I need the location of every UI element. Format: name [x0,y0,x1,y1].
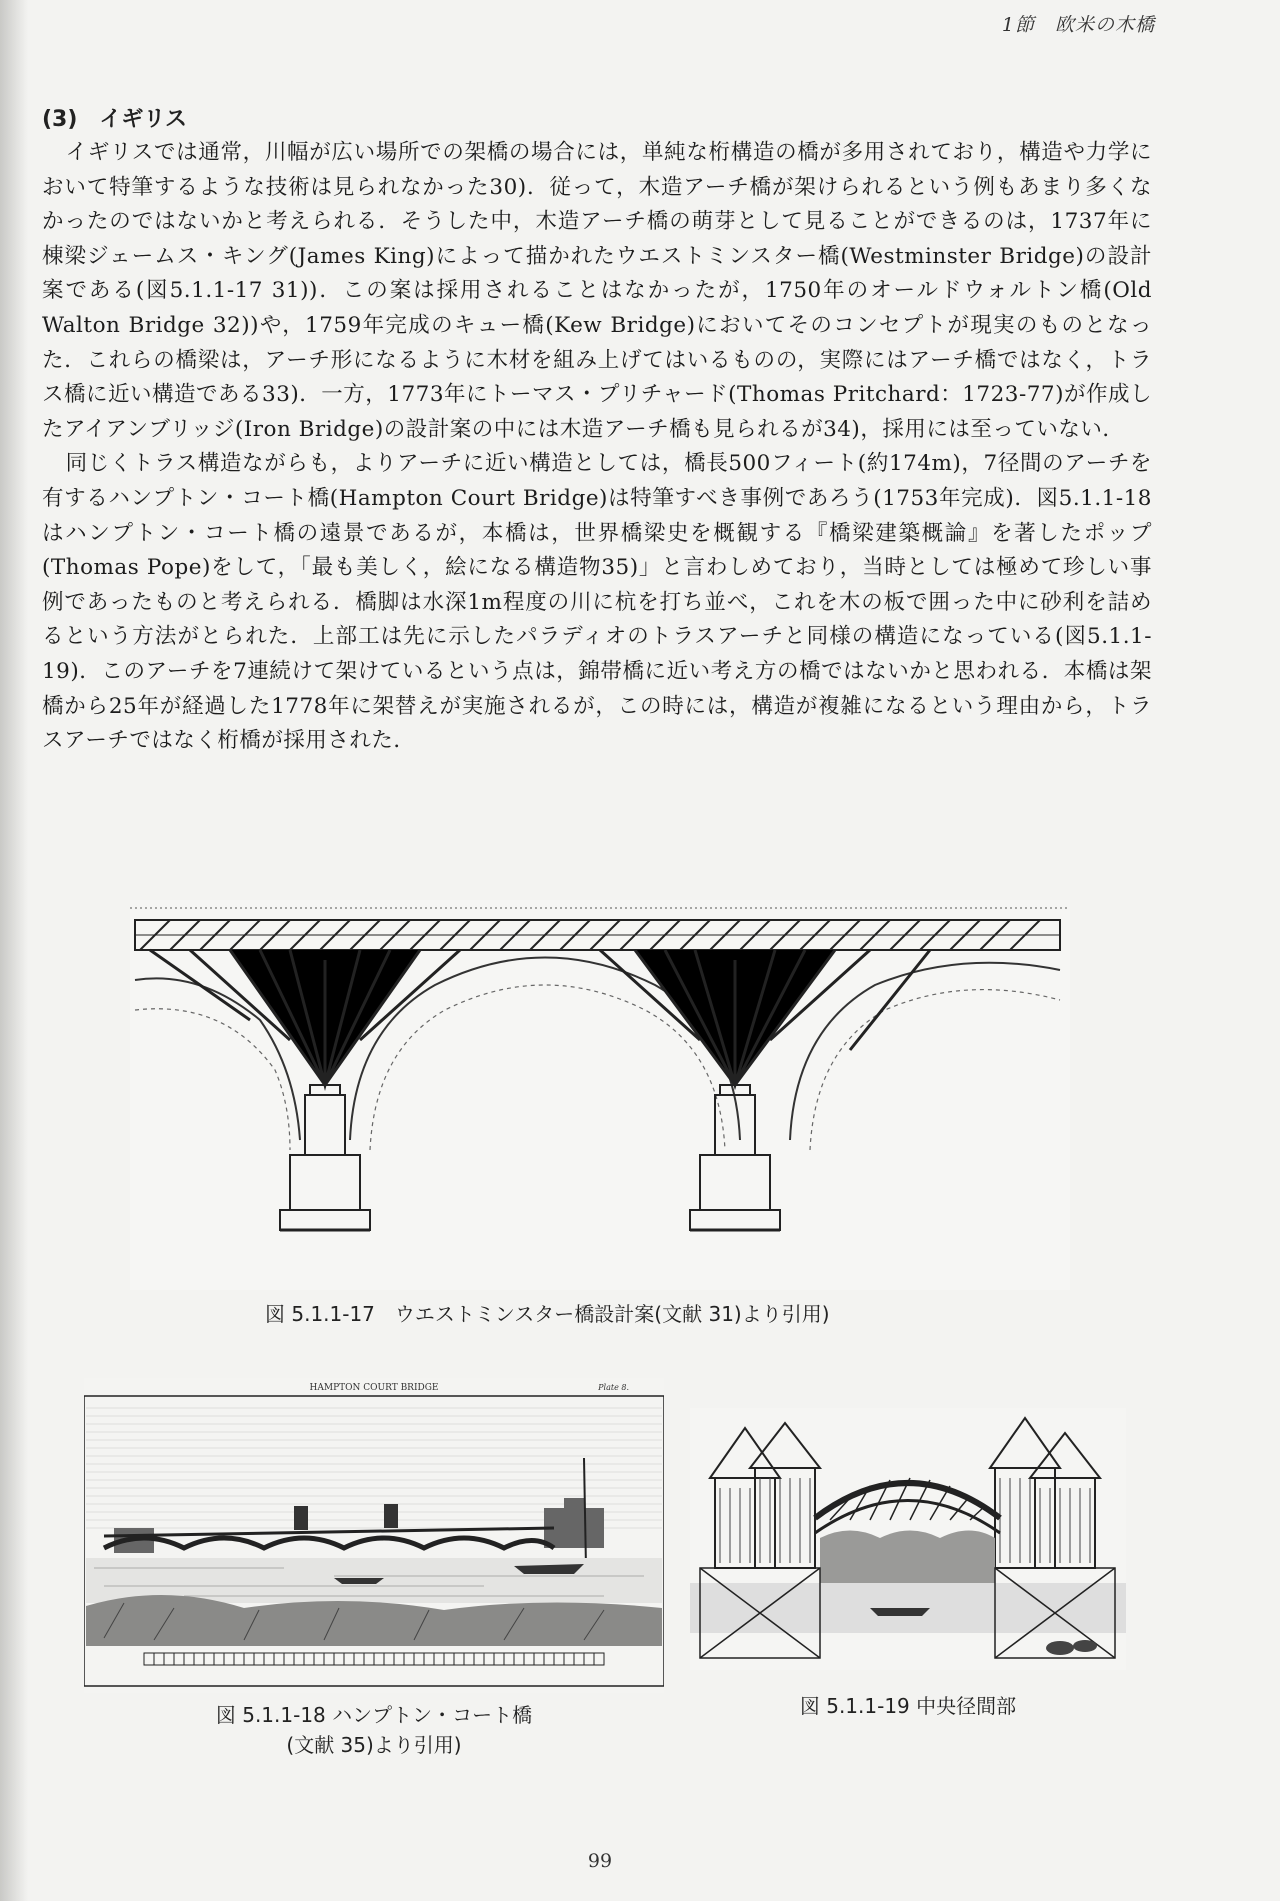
engraving-title: HAMPTON COURT BRIDGE [309,1383,439,1393]
page-number: 99 [587,1850,613,1872]
hampton-court-bridge-engraving [84,1378,664,1693]
figure-17-caption: 図 5.1.1-17 ウエストミンスター橋設計案(文献 31)より引用) [265,1302,830,1326]
page-gutter-shadow [0,0,28,1901]
body-text [42,136,1152,759]
figure-19-caption: 図 5.1.1-19 中央径間部 [799,1694,1017,1718]
figure-18-caption [84,1700,664,1760]
central-span-drawing [690,1408,1126,1670]
figure-18-caption-line-2: (文献 35)より引用) [286,1733,462,1757]
section-heading: (3) イギリス [42,107,187,132]
paragraph-1: イギリスでは通常，川幅が広い場所での架橋の場合には，単純な桁構造の橋が多用されており，構造や力学において特筆するような技術は見られなかった30)．従って，木造アーチ橋が架けられるという例もあまり多くなかったのではないかと考えられる．そうした中，木造アーチ橋の萌芽として見ることができるのは，1737年に棟梁ジェームス・キング(James King)によって描かれたウエストミンスター橋(Westminster Bridge)の設計案である(図5.1.1-17 31))．この案は採用されることはなかったが，1750年のオールドウォルトン橋(Old Walton Bridge 32))や，1759年完成のキュー橋(Kew Bridge)においてそのコンセプトが現実のものとなった．これらの橋梁は，アーチ形になるように木材を組み上げてはいるものの，実際にはアーチ橋ではなく，トラス橋に近い構造である33)．一方，1773年にトーマス・プリチャード(Thomas Pritchard：1723-77)が作成したアイアンブリッジ(Iron Bridge)の設計案の中には木造アーチ橋も見られるが34)，採用には至っていない． [42,140,1152,442]
westminster-bridge-drawing [130,900,1070,1290]
running-head: 1節 欧米の木橋 [1001,14,1155,36]
figure-18-caption-line-1: 図 5.1.1-18 ハンプトン・コート橋 [215,1703,533,1727]
engraving-plate-number: Plate 8. [598,1383,629,1392]
paragraph-2: 同じくトラス構造ながらも，よりアーチに近い構造としては，橋長500フィート(約174m)，7径間のアーチを有するハンプトン・コート橋(Hampton Court Bridge)は特筆すべき事例であろう(1753年完成)．図5.1.1-18はハンプトン・コート橋の遠景であるが，本橋は，世界橋梁史を概観する『橋梁建築概論』を著したポップ(Thomas Pope)をして，「最も美しく，絵になる構造物35)」と言わしめており，当時としては極めて珍しい事例であったものと考えられる．橋脚は水深1m程度の川に杭を打ち並べ，これを木の板で囲った中に砂利を詰めるという方法がとられた．上部工は先に示したパラディオのトラスアーチと同様の構造になっている(図5.1.1-19)．このアーチを7連続けて架けているという点は，錦帯橋に近い考え方の橋ではないかと思われる．本橋は架橋から25年が経過した1778年に架替えが実施されるが，この時には，構造が複雑になるという理由から，トラスアーチではなく桁橋が採用された． [42,451,1152,754]
